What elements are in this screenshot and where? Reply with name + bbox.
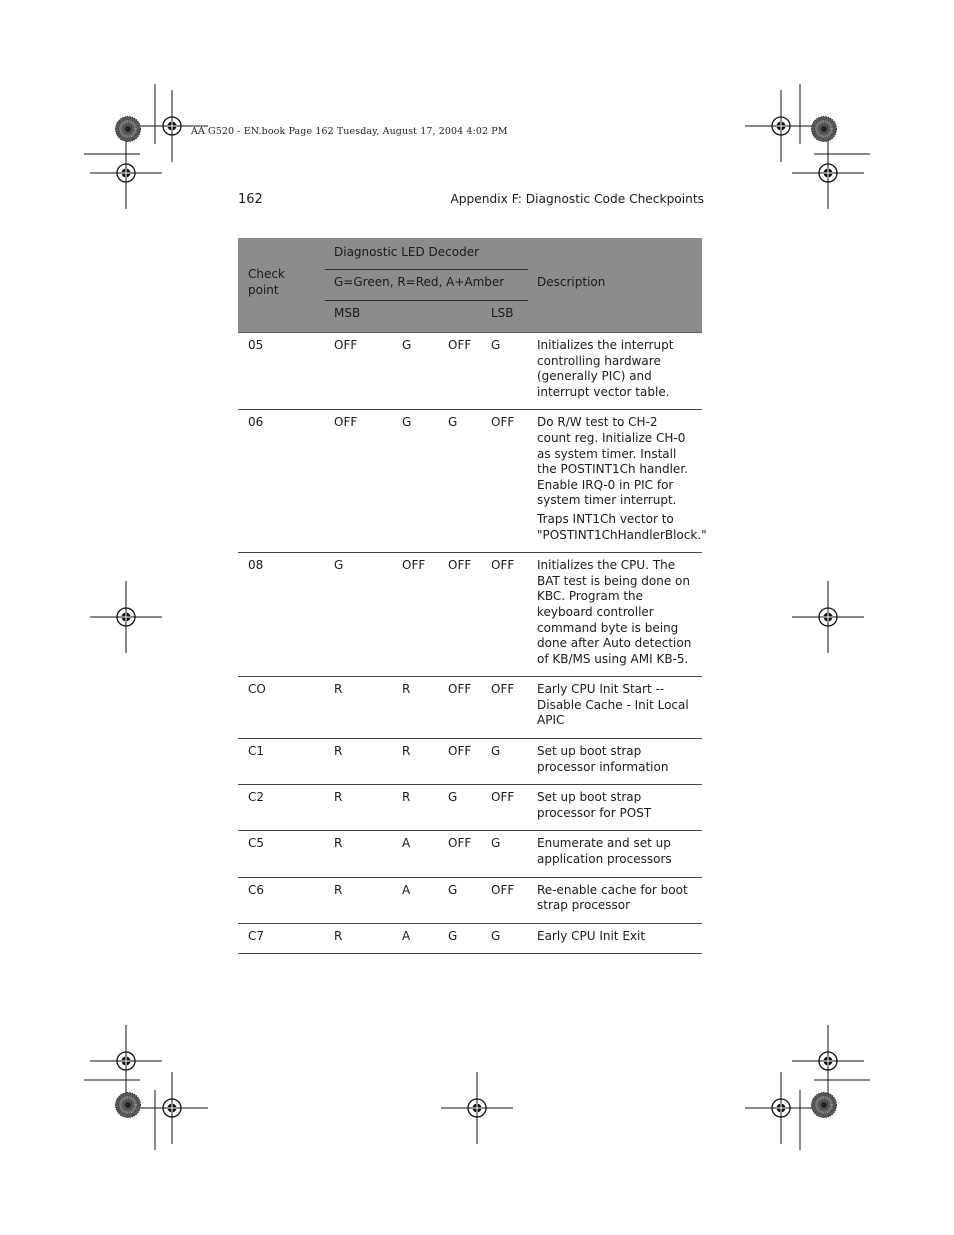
led-state: R: [334, 744, 343, 759]
checkpoint-description: [537, 677, 695, 738]
led-state: G: [491, 836, 501, 851]
table-row: [238, 878, 702, 924]
header-lsb: LSB: [491, 306, 514, 320]
led-state: G: [491, 928, 501, 943]
description-paragraph: Initializes the CPU. The BAT test is being done on KBC. Program the keyboard controller command byte is being done after Auto detection of KB/MS using AMI KB-5.: [537, 558, 692, 666]
checkpoint-table: [238, 238, 707, 954]
checkpoint-description: [537, 924, 695, 954]
checkpoint-description: [537, 739, 695, 784]
led-state: OFF: [334, 415, 358, 430]
led-state: G: [448, 415, 458, 430]
description-paragraph: Set up boot strap processor for POST: [537, 790, 652, 820]
led-state: G: [402, 338, 412, 352]
book-slug: AA G520 - EN.book Page 162 Tuesday, August 17, 2004 4:02 PM: [191, 126, 508, 137]
description-paragraph: Do R/W test to CH-2 count reg. Initialize CH-0 as system timer. Install the POSTINT1Ch handler. Enable IRQ-0 in PIC for system timer interrupt.: [537, 415, 688, 508]
led-state: R: [334, 836, 343, 851]
description-paragraph: Enumerate and set up application processors: [537, 836, 672, 867]
checkpoint-description: [537, 553, 695, 676]
description-paragraph: Set up boot strap processor information: [537, 744, 669, 774]
led-state: G: [448, 882, 458, 897]
checkpoint-code: C7: [248, 928, 265, 943]
led-state: A: [402, 836, 411, 851]
description-paragraph: Initializes the interrupt controlling hardware (generally PIC) and interrupt vector table.: [537, 338, 674, 399]
table-row: [238, 739, 702, 785]
led-state: A: [402, 928, 411, 943]
checkpoint-description: [537, 333, 695, 409]
table-row: [238, 831, 702, 877]
checkpoint-code: 05: [248, 338, 264, 352]
checkpoint-description: [537, 831, 695, 876]
checkpoint-code: C2: [248, 790, 265, 805]
table-row: [238, 785, 702, 831]
checkpoint-code: 08: [248, 558, 264, 573]
checkpoint-description: [537, 785, 695, 830]
checkpoint-code: C1: [248, 744, 265, 759]
page-number: 162: [238, 192, 263, 207]
checkpoint-code: C6: [248, 882, 265, 897]
table-row: [238, 553, 702, 677]
header-decoder: Diagnostic LED Decoder: [334, 245, 480, 259]
led-state: R: [402, 682, 411, 697]
checkpoint-code: C5: [248, 836, 265, 851]
checkpoint-code: CO: [248, 682, 266, 697]
led-state: G: [491, 744, 501, 759]
led-state: R: [334, 928, 343, 943]
table-header: [238, 238, 702, 333]
header-divider: [325, 300, 528, 301]
led-state: G: [491, 338, 501, 352]
checkpoint-description: [537, 410, 707, 552]
header-divider: [325, 269, 528, 270]
checkpoint-description: [537, 878, 695, 923]
checkpoint-code: 06: [248, 415, 264, 430]
description-paragraph: Early CPU Init Start -- Disable Cache - Init Local APIC: [537, 682, 689, 728]
description-paragraph: Traps INT1Ch vector to "POSTINT1ChHandlerBlock.": [537, 511, 707, 542]
header-description: Description: [537, 275, 606, 289]
header-checkpoint: Check point: [248, 267, 285, 297]
led-state: G: [402, 415, 412, 430]
header-legend: G=Green, R=Red, A+Amber: [334, 275, 505, 289]
description-paragraph: Re-enable cache for boot strap processor: [537, 882, 688, 913]
led-state: G: [448, 790, 458, 805]
led-state: OFF: [491, 682, 515, 697]
table-row: [238, 924, 702, 955]
led-state: OFF: [402, 558, 426, 573]
led-state: R: [402, 744, 411, 759]
led-state: A: [402, 882, 411, 897]
led-state: R: [334, 882, 343, 897]
led-state: OFF: [448, 744, 472, 759]
table-row: [238, 333, 702, 410]
led-state: OFF: [448, 682, 472, 697]
table-body: [238, 333, 707, 954]
led-state: OFF: [491, 790, 515, 805]
led-state: OFF: [491, 558, 515, 573]
led-state: R: [334, 682, 343, 697]
led-state: OFF: [491, 882, 515, 897]
led-state: R: [334, 790, 343, 805]
led-state: OFF: [334, 338, 358, 352]
led-state: G: [334, 558, 344, 573]
led-state: OFF: [491, 415, 515, 430]
description-paragraph: Early CPU Init Exit: [537, 928, 646, 943]
table-row: [238, 410, 707, 553]
led-state: G: [448, 928, 458, 943]
led-state: OFF: [448, 338, 472, 352]
running-head: Appendix F: Diagnostic Code Checkpoints: [450, 192, 704, 206]
header-msb: MSB: [334, 306, 361, 320]
table-row: [238, 677, 702, 739]
led-state: OFF: [448, 558, 472, 573]
led-state: OFF: [448, 836, 472, 851]
led-state: R: [402, 790, 411, 805]
